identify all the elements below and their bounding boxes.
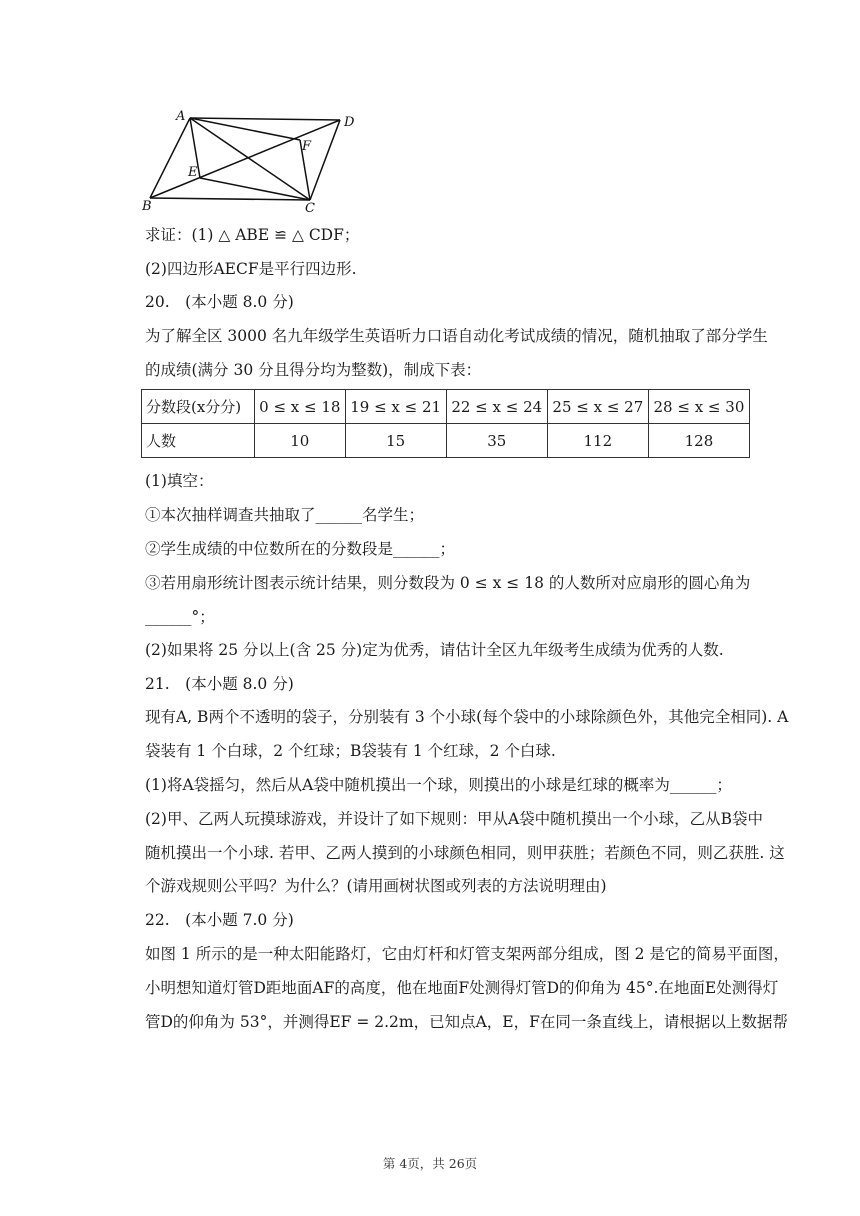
count-cell: 15 bbox=[345, 424, 446, 458]
q20-intro-1: 为了解全区 3000 名九年级学生英语听力口语自动化考试成绩的情况，随机抽取了部分学生 bbox=[145, 327, 768, 345]
page-footer: 第 4页，共 26页 bbox=[382, 1156, 478, 1171]
q19-prove-2: (2)四边形AECF是平行四边形. bbox=[145, 260, 357, 278]
q21-line-2: 袋装有 1 个白球，2 个红球；B袋装有 1 个红球，2 个白球. bbox=[145, 742, 556, 760]
score-table bbox=[141, 389, 750, 458]
q22-line-2: 小明想知道灯管D距地面AF的高度，他在地面F处测得灯管D的仰角为 45°.在地面E处测得灯 bbox=[145, 979, 779, 997]
q21-line-4: (2)甲、乙两人玩摸球游戏，并设计了如下规则：甲从A袋中随机摸出一个小球，乙从B袋中 bbox=[145, 810, 764, 828]
count-cell: 35 bbox=[446, 424, 547, 458]
range-cell: 22 ≤ x ≤ 24 bbox=[446, 390, 547, 424]
label-b: B bbox=[142, 199, 152, 214]
q20-item-3: ③若用扇形统计图表示统计结果，则分数段为 0 ≤ x ≤ 18 的人数所对应扇形的圆心角为 bbox=[145, 574, 751, 592]
q21-line-3: (1)将A袋摇匀，然后从A袋中随机摸出一个球，则摸出的小球是红球的概率为______； bbox=[145, 776, 732, 794]
q21-line-5: 随机摸出一个小球. 若甲、乙两人摸到的小球颜色相同，则甲获胜；若颜色不同，则乙获胜. 这 bbox=[145, 844, 785, 862]
q20-item-2: ②学生成绩的中位数所在的分数段是______； bbox=[145, 540, 456, 558]
range-cell: 25 ≤ x ≤ 27 bbox=[547, 390, 648, 424]
q20-intro-2: 的成绩(满分 30 分且得分均为整数)，制成下表： bbox=[145, 361, 482, 379]
q22-line-3: 管D的仰角为 53°，并测得EF = 2.2m，已知点A，E，F在同一条直线上，请根据以上数据帮 bbox=[145, 1013, 788, 1031]
parallelogram-figure bbox=[140, 104, 360, 214]
range-cell: 28 ≤ x ≤ 30 bbox=[648, 390, 749, 424]
table-row bbox=[142, 390, 750, 424]
label-a: A bbox=[176, 109, 186, 124]
label-c: C bbox=[305, 201, 315, 214]
table-header-cell: 分数段(x分分) bbox=[142, 390, 255, 424]
label-d: D bbox=[344, 115, 355, 130]
q19-prove-1: 求证：(1) △ ABE ≌ △ CDF； bbox=[145, 226, 360, 244]
segment-bc bbox=[150, 198, 310, 200]
range-cell: 0 ≤ x ≤ 18 bbox=[255, 390, 346, 424]
q20-item-3b: ______°； bbox=[145, 608, 215, 626]
q20-part-2: (2)如果将 25 分以上(含 25 分)定为优秀，请估计全区九年级考生成绩为优秀的人数. bbox=[145, 641, 724, 659]
q20-item-1: ①本次抽样调查共抽取了______名学生； bbox=[145, 506, 425, 524]
segment-da bbox=[190, 118, 340, 120]
label-e: E bbox=[188, 165, 198, 180]
segment-ab bbox=[150, 118, 190, 198]
table-header-cell: 人数 bbox=[142, 424, 255, 458]
q22-header: 22. (本小题 7.0 分) bbox=[145, 911, 294, 929]
table-row bbox=[142, 424, 750, 458]
q22-line-1: 如图 1 所示的是一种太阳能路灯，它由灯杆和灯管支架两部分组成，图 2 是它的简易平面图， bbox=[145, 945, 789, 963]
q21-line-1: 现有A, B两个不透明的袋子，分别装有 3 个小球(每个袋中的小球除颜色外，其他完全相同). A bbox=[145, 708, 789, 726]
count-cell: 112 bbox=[547, 424, 648, 458]
range-cell: 19 ≤ x ≤ 21 bbox=[345, 390, 446, 424]
q20-fill: (1)填空： bbox=[145, 472, 214, 490]
count-cell: 10 bbox=[255, 424, 346, 458]
q21-header: 21. (本小题 8.0 分) bbox=[145, 675, 294, 693]
segment-cd bbox=[310, 120, 340, 200]
q20-header: 20. (本小题 8.0 分) bbox=[145, 293, 294, 311]
label-f: F bbox=[302, 139, 312, 154]
count-cell: 128 bbox=[648, 424, 749, 458]
q21-line-6: 个游戏规则公平吗？为什么？(请用画树状图或列表的方法说明理由) bbox=[145, 877, 607, 895]
